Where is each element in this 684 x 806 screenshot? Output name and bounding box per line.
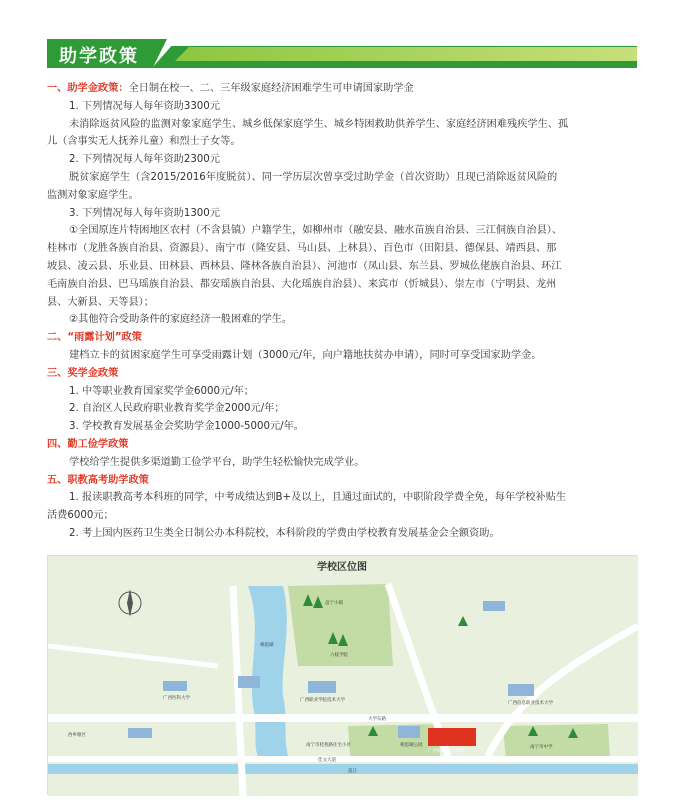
map-park-east — [503, 724, 610, 761]
s5-text-1: 1. 报读职教高考本科班的同学，中考成绩达到B+及以上，且通过面试的，中职阶段学费全免，每年学校补贴生 — [69, 492, 567, 504]
s2-text-1: 建档立卡的贫困家庭学生可享受雨露计划（3000元/年，向户籍地扶贫办申请），同时可享受国家助学金。 — [69, 349, 542, 361]
s5-text-3: 2. 考上国内医药卫生类全日制公办本科院校，本科阶段的学费由学校教育发展基金会全额资助。 — [69, 527, 500, 539]
section-4-heading: 四、勤工俭学政策 — [47, 438, 129, 450]
section-1-heading: 一、助学金政策： — [47, 83, 129, 94]
s3-text-3: 3. 学校教育发展基金会奖助学金1000-5000元/年。 — [69, 421, 304, 433]
section-1-heading-line — [47, 80, 637, 98]
s4-text-1: 学校给学生提供多渠道勤工俭学平台，助学生轻松愉快完成学业。 — [69, 456, 365, 468]
map-label-8: 广西信息职业技术大学 — [508, 701, 553, 706]
map-river-south — [48, 764, 638, 774]
map-label-9: 南宁市中学 — [530, 745, 553, 750]
school-building-highlight — [428, 728, 476, 746]
page-title: 助学政策 — [59, 46, 139, 67]
s1-item-1-text-1: 未消除返贫风险的监测对象家庭学生、城乡低保家庭学生、城乡特困救助供养学生、家庭经济困难残疾学生、孤 — [69, 118, 569, 130]
map-illustration — [48, 556, 638, 796]
map-label-2: 六枝学院 — [330, 653, 348, 658]
s1-item-3-text-6: ②其他符合受助条件的家庭经济一般困难的学生。 — [69, 314, 293, 326]
s3-text-2: 2. 自治区人民政府职业教育奖学金2000元/年； — [69, 403, 285, 415]
map-label-12: 邕江 — [348, 769, 357, 774]
map-park-south — [348, 724, 440, 756]
s5-text-2: 活费6000元； — [47, 510, 114, 522]
s1-item-3-text-4: 毛南族自治县、巴马瑶族自治县、都安瑶族自治县、大化瑶族自治县）、来宾市（忻城县）、崇左市（宁明县、龙州 — [47, 278, 557, 290]
map-road-south — [48, 756, 638, 762]
s1-item-3-text-1: ①全国原连片特困地区农村（不含县镇）户籍学生，如柳州市（融安县、融水苗族自治县、三江侗族自治县）、 — [69, 225, 563, 237]
map-label-11: 佳文大道 — [318, 758, 336, 763]
map-title: 学校区位图 — [317, 562, 367, 573]
s1-item-3-text-3: 坡县、凌云县、乐业县、田林县、西林县、隆林各族自治县）、河池市（凤山县、东兰县、罗城仫佬族自治县、环江 — [47, 260, 562, 272]
s1-item-2: 2. 下列情况每人每年资助2300元 — [69, 154, 220, 166]
s3-text-1: 1. 中等职业教育国家奖学金6000元/年； — [69, 385, 254, 397]
s1-item-3: 3. 下列情况每人每年资助1300元 — [69, 207, 220, 219]
section-header — [47, 39, 637, 68]
section-5-heading: 五、职教高考助学政策 — [47, 474, 149, 486]
map-label-1: 邕宁小镇 — [325, 601, 343, 606]
s1-item-3-text-2: 桂林市（龙胜各族自治县、资源县）、南宁市（隆安县、马山县、上林县）、百色市（田阳县、德保县、靖西县、那 — [47, 243, 557, 255]
s1-item-2-text-2: 监测对象家庭学生。 — [47, 189, 139, 201]
s1-item-3-text-5: 县、大新县、天等县）； — [47, 296, 154, 308]
map-label-10: 大学东路 — [368, 717, 386, 722]
s1-item-2-text-1: 脱贫家庭学生（含2015/2016年度脱贫）、同一学历层次曾享受过助学金（首次资助）且现已消除返贫风险的 — [69, 171, 558, 183]
map-label-6: 相思湖公园 — [400, 743, 423, 748]
section-3-heading: 三、奖学金政策 — [47, 367, 119, 379]
map-label-3: 广西职业学院技术大学 — [300, 698, 345, 703]
map-label-4: 广西医科大学 — [163, 696, 190, 701]
school-location-map — [47, 555, 637, 795]
section-1-intro: 全日制在校一、二、三年级家庭经济困难学生可申请国家助学金 — [128, 83, 414, 94]
map-label-5: 南宁市桂苑路住宅小区 — [306, 743, 351, 748]
map-label-7: 广西财经技工学校 — [428, 749, 464, 754]
s1-item-1: 1. 下列情况每人每年资助3300元 — [69, 100, 220, 112]
map-label-14: 西乡塘区 — [68, 733, 86, 738]
section-2-heading: 二、“雨露计划”政策 — [47, 332, 142, 344]
map-road-main — [48, 714, 638, 722]
map-label-13: 相思湖 — [260, 643, 274, 648]
header-bar-light — [175, 47, 637, 61]
policy-content — [47, 80, 637, 543]
s1-item-1-text-2: 儿（含事实无人抚养儿童）和烈士子女等。 — [47, 136, 241, 148]
